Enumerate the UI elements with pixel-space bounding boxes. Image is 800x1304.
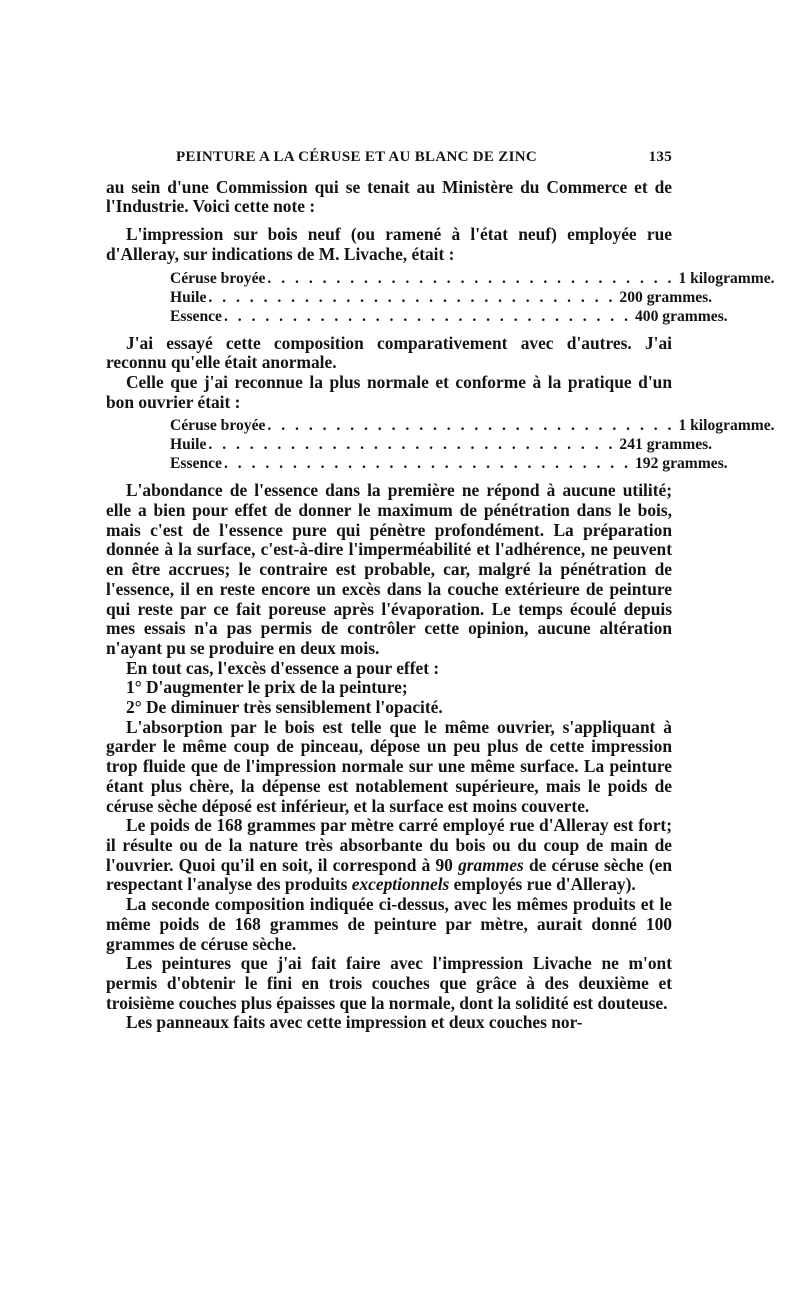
recipe-table-2 [170, 416, 775, 473]
recipe-row [170, 288, 713, 307]
recipe-table-1 [170, 269, 775, 326]
ingredient-name: Céruse broyée [170, 417, 266, 435]
dot-leader: . . . . . . . . . . . . . . . . . . . . . . . . . . . . . . [223, 455, 631, 473]
paragraph-celle: Celle que j'ai reconnue la plus normale et conforme à la pratique d'un bon ouvrier était : [106, 371, 672, 412]
ingredient-name: Essence [170, 307, 222, 325]
dot-leader: . . . . . . . . . . . . . . . . . . . . . . . . . . . . . . [223, 307, 631, 325]
page-number: 135 [648, 149, 672, 165]
recipe-row [170, 307, 728, 326]
paragraph-panneaux: Les panneaux faits avec cette impression et deux couches nor- [126, 1012, 583, 1033]
recipe-row [170, 416, 775, 435]
text-run: de céruse sèche (en respectant l'analyse des produits [106, 854, 673, 895]
ingredient-quantity: 1 kilogramme. [678, 269, 775, 287]
list-item-2: 2° De diminuer très sensiblement l'opacité. [126, 697, 443, 718]
text-run: Le poids de 168 grammes par mètre carré employé rue d'Alleray est fort; il résulte ou de la nature très absorbante du bois ou du coup de main de l'ouvrier. Quoi qu'il en soit, il correspond à 90 [106, 815, 672, 875]
italic-run: exceptionnels [351, 874, 450, 895]
paragraph-peintures: Les peintures que j'ai fait faire avec l'impression Livache ne m'ont permis d'obtenir le fini en trois couches que grâce à des deuxième et troisième couches plus épaisses que la normale, dont la solidité est douteuse. [106, 953, 672, 1013]
paragraph-seconde: La seconde composition indiquée ci-dessus, avec les mêmes produits et le même poids de 168 grammes de peinture par mètre, aurait donné 100 grammes de céruse sèche. [106, 894, 672, 954]
ingredient-quantity: 192 grammes. [635, 455, 728, 473]
ingredient-quantity: 241 grammes. [619, 436, 713, 454]
paragraph-abondance: L'abondance de l'essence dans la première ne répond à aucune utilité; elle a bien pour effet de donner le maximum de pénétration dans le bois, mais c'est de l'essence pure qui pénètre profondément. La préparation donnée à la surface, c'est-à-dire l'imperméabilité et l'adhérence, ne peuvent en être accrues; le contraire est probable, car, malgré la pénétration de l'essence, il en reste encore un excès dans la couche extérieure de peinture qui reste par ce fait poreuse après l'évaporation. Le temps écoulé depuis mes essais n'a pas permis de contrôler cette opinion, aucune altération n'ayant pu se produire en deux mois. [106, 480, 672, 658]
paragraph-intro: au sein d'une Commission qui se tenait au Ministère du Commerce et de l'Industrie. Voici cette note : [106, 176, 672, 217]
paragraph-essaye: J'ai essayé cette composition comparativement avec d'autres. J'ai reconnu qu'elle était anormale. [106, 332, 672, 373]
ingredient-name: Huile [170, 436, 207, 454]
list-item-1: 1° D'augmenter le prix de la peinture; [126, 677, 408, 698]
running-title: PEINTURE A LA CÉRUSE ET AU BLANC DE ZINC [176, 149, 537, 165]
dot-leader: . . . . . . . . . . . . . . . . . . . . . . . . . . . . . . [208, 436, 616, 454]
paragraph-impression: L'impression sur bois neuf (ou ramené à l'état neuf) employée rue d'Alleray, sur indications de M. Livache, était : [106, 224, 672, 264]
paragraph-en-tout-cas: En tout cas, l'excès d'essence a pour effet : [126, 657, 440, 678]
dot-leader: . . . . . . . . . . . . . . . . . . . . . . . . . . . . . . [208, 288, 616, 306]
ingredient-name: Essence [170, 455, 222, 473]
paragraph-poids [106, 816, 672, 895]
dot-leader: . . . . . . . . . . . . . . . . . . . . . . . . . . . . . . [267, 417, 675, 435]
running-header [176, 148, 672, 168]
ingredient-quantity: 400 grammes. [635, 307, 728, 325]
paragraph-absorption: L'absorption par le bois est telle que le même ouvrier, s'appliquant à garder le même coup de pinceau, dépose un peu plus de cette impression trop fluide que de l'impression normale sur une même surface. La peinture étant plus chère, la dépense est notablement supérieure, mais le poids de céruse sèche déposé est inférieur, et la surface est moins couverte. [106, 716, 672, 816]
ingredient-quantity: 200 grammes. [619, 288, 713, 306]
recipe-row [170, 269, 775, 288]
recipe-row [170, 454, 728, 473]
ingredient-quantity: 1 kilogramme. [678, 417, 775, 435]
recipe-row [170, 435, 713, 454]
italic-run: grammes [458, 854, 524, 875]
ingredient-name: Céruse broyée [170, 269, 266, 287]
text-run: employés rue d'Alleray). [449, 874, 636, 895]
ingredient-name: Huile [170, 288, 207, 306]
dot-leader: . . . . . . . . . . . . . . . . . . . . . . . . . . . . . . [267, 269, 675, 287]
